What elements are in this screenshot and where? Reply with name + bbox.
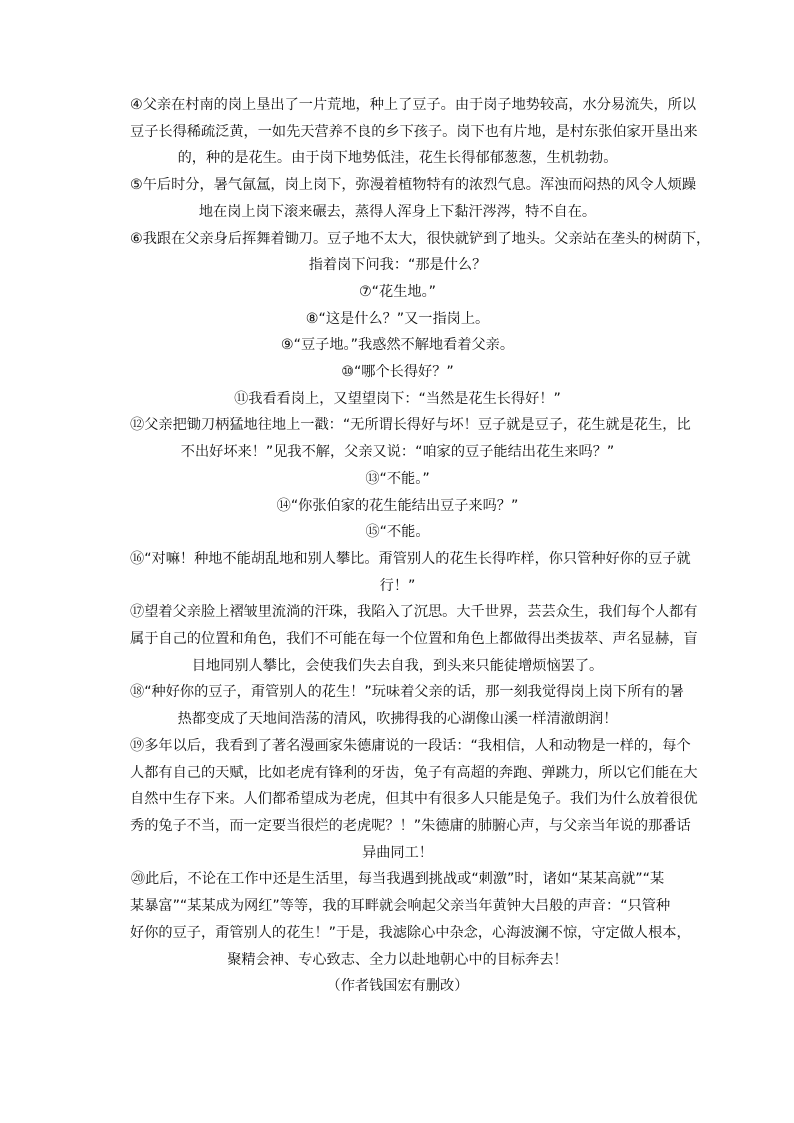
- paragraph-18: [130, 679, 684, 732]
- text-line: 好你的豆子，甭管别人的花生！”于是，我滤除心中杂念，心海波澜不惊，守定做人根本，: [130, 924, 691, 941]
- text-line: ⑯“对嘛！种地不能胡乱地和别人攀比。甭管别人的花生长得咋样，你只管种好你的豆子就: [130, 550, 691, 567]
- text-line: ⑧“这是什么？”又一指岗上。: [305, 310, 490, 327]
- author-credit: （作者钱国宏有删改）: [326, 978, 469, 995]
- text-line: ⑦“花生地。”: [358, 283, 437, 300]
- text-line: ⑳此后，不论在工作中还是生活里，每当我遇到挑战或“刺激”时，诸如“某某高就”“某: [130, 871, 665, 888]
- paragraph-16: [130, 546, 691, 599]
- text-line: 热都变成了天地间浩荡的清风，吹拂得我的心湖像山溪一样清澈朗润！: [177, 711, 618, 728]
- text-line: ⑰望着父亲脸上褶皱里流淌的汗珠，我陷入了沉思。大千世界，芸芸众生，我们每个人都有: [130, 604, 698, 621]
- article-body: [130, 92, 711, 1000]
- text-line: 不出好坏来！”见我不解，父亲又说：“咱家的豆子能结出花生来吗？”: [180, 444, 615, 461]
- paragraph-8: [130, 306, 665, 333]
- paragraph-6: [130, 226, 711, 279]
- text-line: 属于自己的位置和角色，我们不可能在每一个位置和角色上都做得出类拔萃、声名显赫，盲: [130, 631, 698, 648]
- text-line: 秀的兔子不当，而一定要当很烂的老虎呢？！”朱德庸的肺腑心声，与父亲当年说的那番话: [130, 817, 691, 834]
- text-line: 聚精会神、专心致志、全力以赴地朝心中的目标奔去！: [227, 951, 568, 968]
- paragraph-5: [130, 172, 697, 225]
- text-line: 目地同别人攀比，会使我们失去自我，到头来只能徒增烦恼罢了。: [191, 657, 604, 674]
- paragraph-19: [130, 733, 698, 867]
- text-line: ⑪我看看岗上，又望望岗下：“当然是花生长得好！”: [234, 390, 561, 407]
- text-line: 异曲同工！: [362, 844, 433, 861]
- paragraph-10: [130, 359, 665, 386]
- text-line: 某暴富”“某某成为网红”等等，我的耳畔就会响起父亲当年黄钟大吕般的声音：“只管种: [130, 898, 671, 915]
- text-line: ⑩“哪个长得好？”: [341, 364, 454, 381]
- text-line: ⑲多年以后，我看到了著名漫画家朱德庸说的一段话：“我相信，人和动物是一样的，每个: [130, 737, 691, 754]
- text-line: 豆子长得稀疏泛黄，一如先天营养不良的乡下孩子。岗下也有片地，是村东张伯家开垦出来: [130, 123, 698, 140]
- text-line: ⑥我跟在父亲身后挥舞着锄刀。豆子地不太大，很快就铲到了地头。父亲站在垄头的树荫下，: [130, 230, 711, 247]
- text-line: ⑱“种好你的豆子，甭管别人的花生！”玩味着父亲的话，那一刻我觉得岗上岗下所有的暑: [130, 684, 684, 701]
- author-note: [130, 973, 665, 1000]
- paragraph-14: [130, 493, 665, 520]
- paragraph-17: [130, 599, 698, 679]
- text-line: ④父亲在村南的岗上垦出了一片荒地，种上了豆子。由于岗子地势较高，水分易流失，所以: [130, 97, 697, 113]
- text-line: 行！”: [379, 577, 416, 594]
- paragraph-9: [130, 332, 665, 359]
- paragraph-20: [130, 866, 691, 973]
- paragraph-4: [130, 92, 698, 172]
- text-line: ⑭“你张伯家的花生能结出豆子来吗？”: [276, 497, 519, 514]
- paragraph-11: [130, 386, 665, 413]
- text-line: ⑮“不能。: [365, 524, 430, 541]
- text-line: 的，种的是花生。由于岗下地势低洼，花生长得郁郁葱葱，生机勃勃。: [177, 150, 618, 167]
- text-line: ⑤午后时分，暑气氤氲，岗上岗下，弥漫着植物特有的浓烈气息。浑浊而闷热的风令人烦躁: [130, 177, 697, 194]
- text-line: ⑬“不能。”: [365, 470, 430, 487]
- text-line: ⑨“豆子地。”我惑然不解地看着父亲。: [280, 337, 515, 354]
- text-line: 人都有自己的天赋，比如老虎有锋利的牙齿，兔子有高超的奔跑、弹跳力，所以它们能在大: [130, 764, 698, 781]
- paragraph-15: [130, 519, 665, 546]
- text-line: ⑫父亲把锄刀柄猛地往地上一戳：“无所谓长得好与坏！豆子就是豆子，花生就是花生，比: [130, 417, 691, 434]
- paragraph-13: [130, 466, 665, 493]
- paragraph-12: [130, 412, 691, 465]
- text-line: 地在岗上岗下滚来碾去，蒸得人浑身上下黏汗涔涔，特不自在。: [198, 203, 597, 220]
- text-line: 自然中生存下来。人们都希望成为老虎，但其中有很多人只能是兔子。我们为什么放着很优: [130, 791, 698, 808]
- paragraph-7: [130, 279, 665, 306]
- text-line: 指着岗下问我：“那是什么？: [308, 257, 487, 274]
